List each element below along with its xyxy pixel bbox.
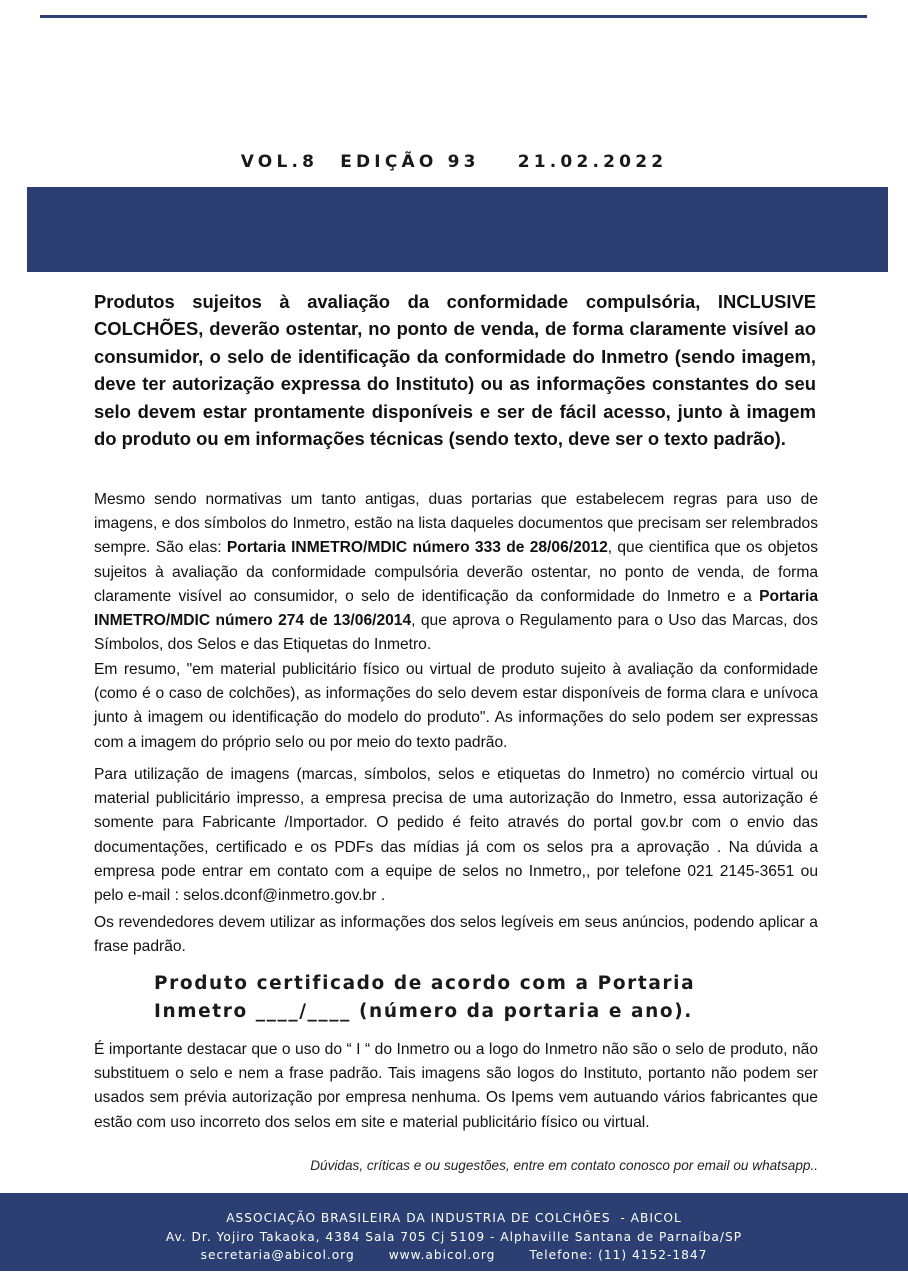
issue-date: 21.02.2022 [517, 152, 668, 172]
standard-phrase-line2: Inmetro ____/____ (número da portaria e ano). [154, 1001, 693, 1022]
contact-note: Dúvidas, críticas e ou sugestões, entre em contato conosco por email ou whatsapp.. [310, 1158, 818, 1173]
standard-phrase-line1: Produto certificado de acordo com a Portaria [154, 973, 696, 994]
paragraph-authorization: Para utilização de imagens (marcas, símbolos, selos e etiquetas do Inmetro) no comércio virtual ou material publicitário impresso, a empresa precisa de uma autorização do Inmetro, essa autorização é somente para Fabricante /Importador. O pedido é feito através do portal gov.br com o envio das documentações, certificado e os PDFs das mídias já com os selos pra a aprovação . Na dúvida a empresa pode entrar em contato com a equipe de selos no Inmetro,, por telefone 021 2145-3651 ou pelo e-mail : selos.dconf@inmetro.gov.br . [94, 766, 818, 905]
portaria-333-ref: Portaria INMETRO/MDIC número 333 de 28/06/2012 [226, 539, 608, 557]
footer-contacts [0, 1246, 908, 1265]
issue-header [0, 152, 908, 172]
footer-email[interactable]: secretaria@abicol.org [200, 1248, 355, 1262]
footer-phone: Telefone: (11) 4152-1847 [529, 1248, 708, 1262]
edition-label: EDIÇÃO 93 [340, 152, 480, 172]
header-banner [27, 187, 888, 272]
footer [0, 1193, 908, 1271]
paragraph-inmetro-logo: É importante destacar que o uso do “ I “ do Inmetro ou a logo do Inmetro não são o selo de produto, não substituem o selo e nem a frase padrão. Tais imagens são logos do Instituto, portanto não podem ser usados sem prévia autorização por empresa nenhuma. Os Ipems vem autuando vários fabricantes que estão com uso incorreto dos selos em site e material publicitário físico ou virtual. [94, 1041, 818, 1131]
footer-org-name: ASSOCIAÇÃO BRASILEIRA DA INDUSTRIA DE COLCHÕES - ABICOL [226, 1211, 682, 1225]
p1-text-c: , que cientifica que os objetos sujeitos à avaliação da conformidade compulsória deverão ostentar, no ponto de venda, de forma claramente visível ao consumidor, o selo de identificação da conformidade do Inmetro e a [94, 539, 818, 605]
paragraph-summary: Em resumo, "em material publicitário físico ou virtual de produto sujeito à avaliação da conformidade (como é o caso de colchões), as informações do selo devem estar disponíveis de forma clara e unívoca junto à imagem ou identificação do modelo do produto". As informações do selo podem ser expressas com a imagem do próprio selo ou por meio do texto padrão. [94, 661, 818, 751]
portaria-274-ref: Portaria INMETRO/MDIC número 274 de 13/06/2014 [94, 587, 818, 630]
paragraph-resellers: Os revendedores devem utilizar as informações dos selos legíveis em seus anúncios, podendo aplicar a frase padrão. [94, 914, 818, 956]
top-divider [40, 15, 867, 18]
footer-website[interactable]: www.abicol.org [388, 1248, 496, 1262]
lead-paragraph: Produtos sujeitos à avaliação da conformidade compulsória, INCLUSIVE COLCHÕES, deverão ostentar, no ponto de venda, de forma claramente visível ao consumidor, o selo de identificação da conformidade do Inmetro (sendo imagem, deve ter autorização expressa do Instituto) ou as informações constantes do seu selo devem estar prontamente disponíveis e ser de fácil acesso, junto à imagem do produto ou em informações técnicas (sendo texto, deve ser o texto padrão). [94, 291, 816, 450]
p1-text-a: Mesmo sendo normativas um tanto antigas, duas portarias que estabelecem regras para uso de imagens, e dos símbolos do Inmetro, estão na lista daqueles documentos que precisam ser relembrados sempre. São elas: [94, 491, 818, 557]
standard-phrase [154, 970, 834, 1026]
footer-address: Av. Dr. Yojiro Takaoka, 4384 Sala 705 Cj 5109 - Alphaville Santana de Parnaíba/SP [165, 1229, 743, 1244]
volume-label: VOL.8 [240, 152, 319, 172]
paragraph-portarias [94, 488, 818, 657]
p1-text-e: , que aprova o Regulamento para o Uso das Marcas, dos Símbolos, dos Selos e das Etiquetas do Inmetro. [94, 612, 818, 654]
